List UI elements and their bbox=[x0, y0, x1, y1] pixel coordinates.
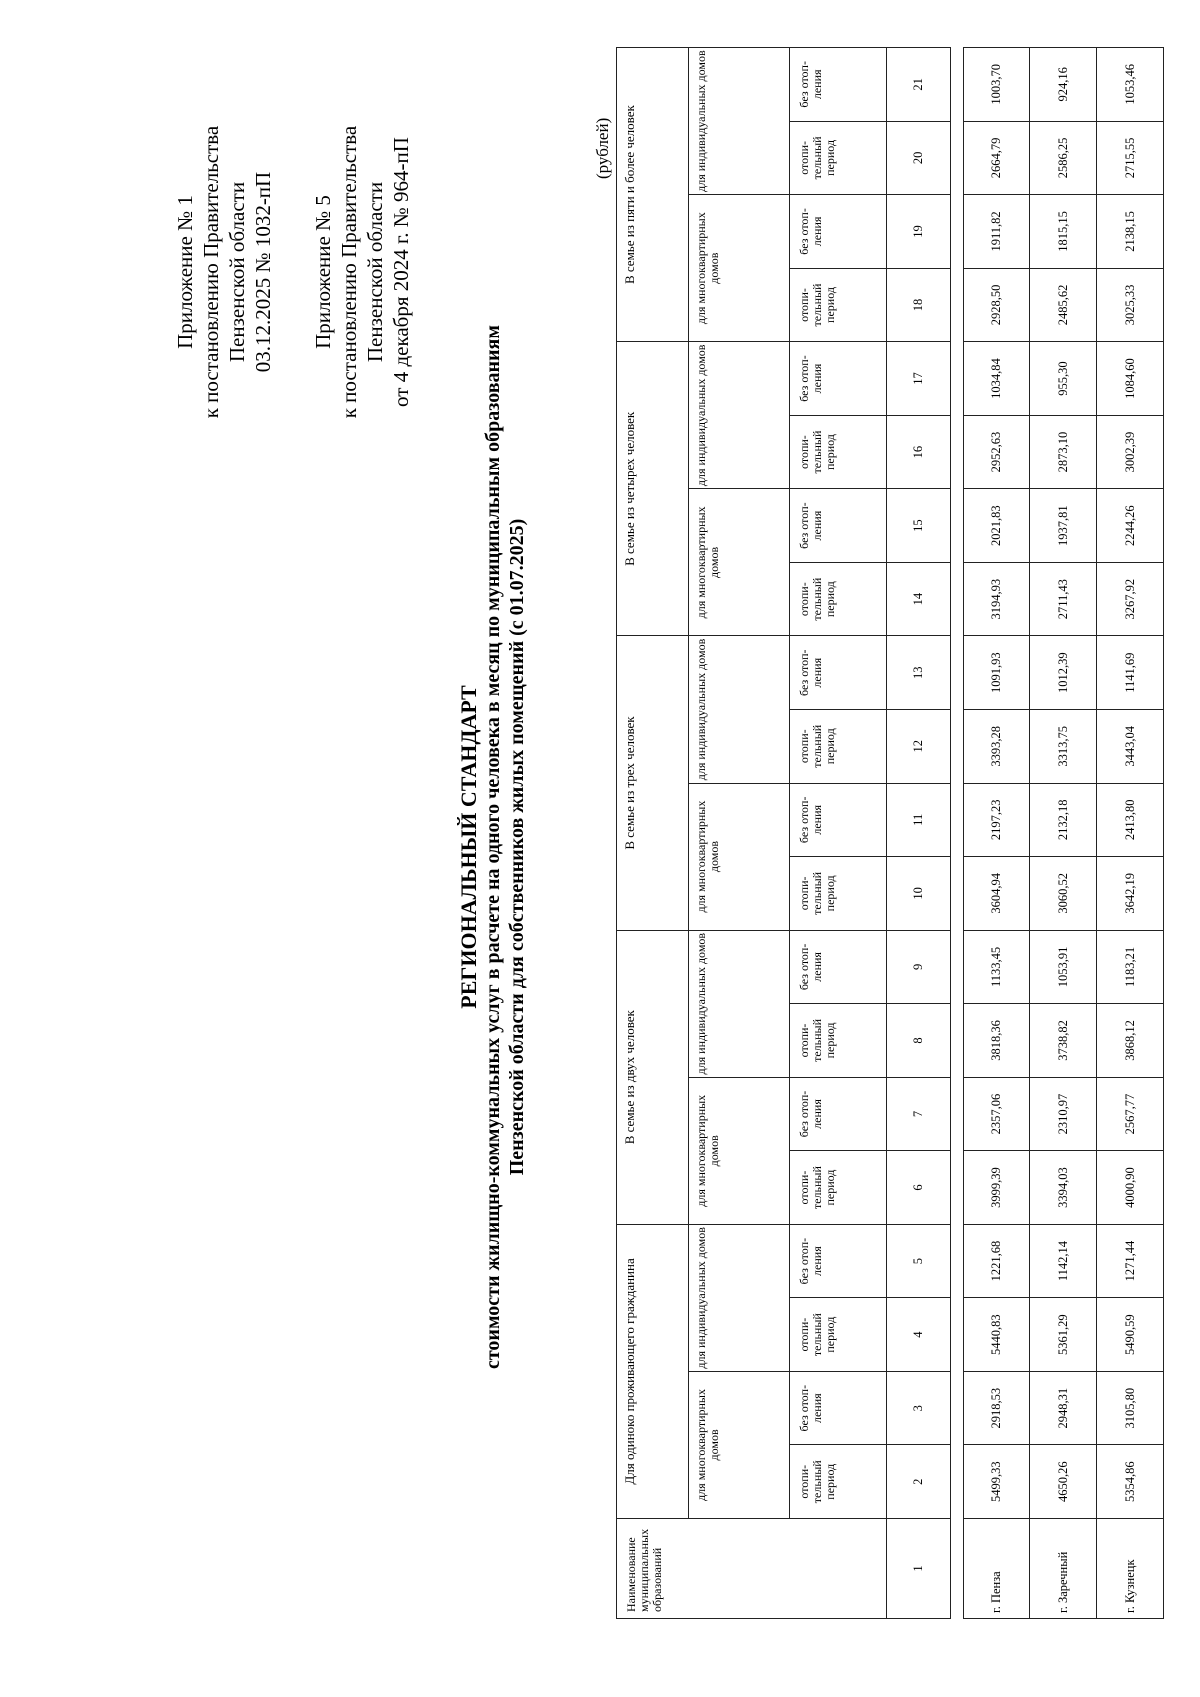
value-cell: 3868,12 bbox=[1097, 1004, 1164, 1078]
table-row bbox=[963, 48, 1030, 1619]
value-cell: 2918,53 bbox=[963, 1371, 1030, 1445]
value-cell: 3999,39 bbox=[963, 1151, 1030, 1225]
value-cell: 1053,46 bbox=[1097, 48, 1164, 122]
value-cell: 1003,70 bbox=[963, 48, 1030, 122]
value-cell: 1012,39 bbox=[1030, 636, 1097, 710]
subheader-apartment-buildings: для многоквартирных домов bbox=[689, 1077, 789, 1224]
municipality-name: г. Заречный bbox=[1030, 1519, 1097, 1619]
header-heating-period: отопи-тельный период bbox=[789, 857, 886, 931]
value-cell: 2485,62 bbox=[1030, 268, 1097, 342]
value-cell: 3002,39 bbox=[1097, 415, 1164, 489]
value-cell: 3105,80 bbox=[1097, 1371, 1164, 1445]
subheader-apartment-buildings: для многоквартирных домов bbox=[689, 489, 789, 636]
value-cell: 3194,93 bbox=[963, 562, 1030, 636]
header-without-heating: без отоп-ления bbox=[789, 195, 886, 269]
subheader-individual-houses: для индивидуальных домов bbox=[689, 636, 789, 783]
value-cell: 1053,91 bbox=[1030, 930, 1097, 1004]
header-row-groups bbox=[617, 48, 689, 1619]
header-heating-period: отопи-тельный период bbox=[789, 562, 886, 636]
value-cell: 1911,82 bbox=[963, 195, 1030, 269]
title-line-1: РЕГИОНАЛЬНЫЙ СТАНДАРТ bbox=[456, 685, 481, 1009]
subheader-individual-houses: для индивидуальных домов bbox=[689, 342, 789, 489]
column-number: 8 bbox=[887, 1004, 951, 1078]
header-heating-period: отопи-тельный период bbox=[789, 1004, 886, 1078]
value-cell: 2357,06 bbox=[963, 1077, 1030, 1151]
table-row bbox=[1030, 48, 1097, 1619]
value-cell: 2567,77 bbox=[1097, 1077, 1164, 1151]
column-number: 4 bbox=[887, 1298, 951, 1372]
value-cell: 955,30 bbox=[1030, 342, 1097, 416]
value-cell: 2197,23 bbox=[963, 783, 1030, 857]
group-header: Для одиноко проживающего гражданина bbox=[617, 1224, 689, 1518]
appendix-5-line2: к постановлению Правительства bbox=[337, 125, 361, 419]
value-cell: 1815,15 bbox=[1030, 195, 1097, 269]
municipality-name: г. Пенза bbox=[963, 1519, 1030, 1619]
value-cell: 3443,04 bbox=[1097, 709, 1164, 783]
column-number-row bbox=[887, 48, 951, 1619]
appendix-5-line4: от 4 декабря 2024 г. № 964-пП bbox=[389, 137, 413, 407]
value-cell: 2928,50 bbox=[963, 268, 1030, 342]
value-cell: 4000,90 bbox=[1097, 1151, 1164, 1225]
column-number: 9 bbox=[887, 930, 951, 1004]
value-cell: 2664,79 bbox=[963, 121, 1030, 195]
name-column-header: Наименование муниципальных образований bbox=[617, 1519, 887, 1619]
title-line-2: стоимости жилищно-коммунальных услуг в расчете на одного человека в месяц по муниципальным образованиям bbox=[482, 325, 504, 1370]
column-number: 11 bbox=[887, 783, 951, 857]
header-row-housing bbox=[689, 48, 789, 1619]
appendix-1-block bbox=[172, 107, 276, 437]
group-header: В семье из двух человек bbox=[617, 930, 689, 1224]
value-cell: 2586,25 bbox=[1030, 121, 1097, 195]
header-without-heating: без отоп-ления bbox=[789, 930, 886, 1004]
value-cell: 2952,63 bbox=[963, 415, 1030, 489]
header-heating-period: отопи-тельный период bbox=[789, 1151, 886, 1225]
column-number: 17 bbox=[887, 342, 951, 416]
value-cell: 3393,28 bbox=[963, 709, 1030, 783]
appendix-1-line2: к постановлению Правительства bbox=[199, 125, 223, 419]
header-heating-period: отопи-тельный период bbox=[789, 268, 886, 342]
value-cell: 3313,75 bbox=[1030, 709, 1097, 783]
value-cell: 2021,83 bbox=[963, 489, 1030, 563]
column-number: 5 bbox=[887, 1224, 951, 1298]
value-cell: 3604,94 bbox=[963, 857, 1030, 931]
header-without-heating: без отоп-ления bbox=[789, 1224, 886, 1298]
value-cell: 3060,52 bbox=[1030, 857, 1097, 931]
value-cell: 1271,44 bbox=[1097, 1224, 1164, 1298]
header-heating-period: отопи-тельный период bbox=[789, 1298, 886, 1372]
value-cell: 2138,15 bbox=[1097, 195, 1164, 269]
column-number: 12 bbox=[887, 709, 951, 783]
value-cell: 2244,26 bbox=[1097, 489, 1164, 563]
header-without-heating: без отоп-ления bbox=[789, 489, 886, 563]
value-cell: 2711,43 bbox=[1030, 562, 1097, 636]
group-header: В семье из четырех человек bbox=[617, 342, 689, 636]
value-cell: 1142,14 bbox=[1030, 1224, 1097, 1298]
value-cell: 4650,26 bbox=[1030, 1445, 1097, 1519]
column-number: 18 bbox=[887, 268, 951, 342]
document-title bbox=[456, 97, 529, 1597]
column-number: 1 bbox=[887, 1519, 951, 1619]
group-header: В семье из трех человек bbox=[617, 636, 689, 930]
group-header: В семье из пяти и более человек bbox=[617, 48, 689, 342]
value-cell: 1091,93 bbox=[963, 636, 1030, 710]
column-number: 20 bbox=[887, 121, 951, 195]
subheader-individual-houses: для индивидуальных домов bbox=[689, 1224, 789, 1371]
appendix-1-title: Приложение № 1 bbox=[173, 195, 197, 349]
value-cell: 5361,29 bbox=[1030, 1298, 1097, 1372]
header-heating-period: отопи-тельный период bbox=[789, 121, 886, 195]
value-cell: 3025,33 bbox=[1097, 268, 1164, 342]
value-cell: 2310,97 bbox=[1030, 1077, 1097, 1151]
value-cell: 3818,36 bbox=[963, 1004, 1030, 1078]
value-cell: 3738,82 bbox=[1030, 1004, 1097, 1078]
value-cell: 1133,45 bbox=[963, 930, 1030, 1004]
value-cell: 1937,81 bbox=[1030, 489, 1097, 563]
column-number: 6 bbox=[887, 1151, 951, 1225]
value-cell: 5354,86 bbox=[1097, 1445, 1164, 1519]
column-number: 10 bbox=[887, 857, 951, 931]
value-cell: 1141,69 bbox=[1097, 636, 1164, 710]
header-without-heating: без отоп-ления bbox=[789, 1371, 886, 1445]
column-number: 15 bbox=[887, 489, 951, 563]
appendix-5-block bbox=[310, 107, 414, 437]
standard-table bbox=[616, 47, 1164, 1619]
subheader-apartment-buildings: для многоквартирных домов bbox=[689, 195, 789, 342]
table-row bbox=[1097, 48, 1164, 1619]
value-cell: 2715,55 bbox=[1097, 121, 1164, 195]
column-number: 7 bbox=[887, 1077, 951, 1151]
column-number: 14 bbox=[887, 562, 951, 636]
subheader-apartment-buildings: для многоквартирных домов bbox=[689, 783, 789, 930]
column-number: 21 bbox=[887, 48, 951, 122]
value-cell: 3394,03 bbox=[1030, 1151, 1097, 1225]
value-cell: 5499,33 bbox=[963, 1445, 1030, 1519]
value-cell: 1034,84 bbox=[963, 342, 1030, 416]
value-cell: 2132,18 bbox=[1030, 783, 1097, 857]
column-number: 16 bbox=[887, 415, 951, 489]
separator-row bbox=[951, 48, 964, 1619]
title-line-3: Пензенской области для собственников жилых помещений (с 01.07.2025) bbox=[506, 518, 528, 1176]
header-without-heating: без отоп-ления bbox=[789, 1077, 886, 1151]
value-cell: 2413,80 bbox=[1097, 783, 1164, 857]
header-heating-period: отопи-тельный период bbox=[789, 1445, 886, 1519]
header-row-periods bbox=[789, 48, 886, 1619]
value-cell: 1084,60 bbox=[1097, 342, 1164, 416]
subheader-apartment-buildings: для многоквартирных домов bbox=[689, 1371, 789, 1518]
column-number: 2 bbox=[887, 1445, 951, 1519]
value-cell: 924,16 bbox=[1030, 48, 1097, 122]
separator bbox=[951, 48, 964, 1619]
value-cell: 1221,68 bbox=[963, 1224, 1030, 1298]
appendix-5-line3: Пензенской области bbox=[363, 181, 387, 363]
value-cell: 2873,10 bbox=[1030, 415, 1097, 489]
value-cell: 3267,92 bbox=[1097, 562, 1164, 636]
header-heating-period: отопи-тельный период bbox=[789, 415, 886, 489]
subheader-individual-houses: для индивидуальных домов bbox=[689, 48, 789, 195]
appendix-1-line4: 03.12.2025 № 1032-пП bbox=[251, 171, 275, 373]
header-without-heating: без отоп-ления bbox=[789, 342, 886, 416]
column-number: 3 bbox=[887, 1371, 951, 1445]
value-cell: 3642,19 bbox=[1097, 857, 1164, 931]
value-cell: 5440,83 bbox=[963, 1298, 1030, 1372]
municipality-name: г. Кузнецк bbox=[1097, 1519, 1164, 1619]
column-number: 19 bbox=[887, 195, 951, 269]
appendix-5-title: Приложение № 5 bbox=[311, 195, 335, 349]
value-cell: 1183,21 bbox=[1097, 930, 1164, 1004]
header-heating-period: отопи-тельный период bbox=[789, 709, 886, 783]
header-without-heating: без отоп-ления bbox=[789, 636, 886, 710]
header-without-heating: без отоп-ления bbox=[789, 783, 886, 857]
value-cell: 2948,31 bbox=[1030, 1371, 1097, 1445]
column-number: 13 bbox=[887, 636, 951, 710]
value-cell: 5490,59 bbox=[1097, 1298, 1164, 1372]
subheader-individual-houses: для индивидуальных домов bbox=[689, 930, 789, 1077]
header-without-heating: без отоп-ления bbox=[789, 48, 886, 122]
units-label: (рублей) bbox=[593, 117, 612, 179]
appendix-1-line3: Пензенской области bbox=[225, 181, 249, 363]
